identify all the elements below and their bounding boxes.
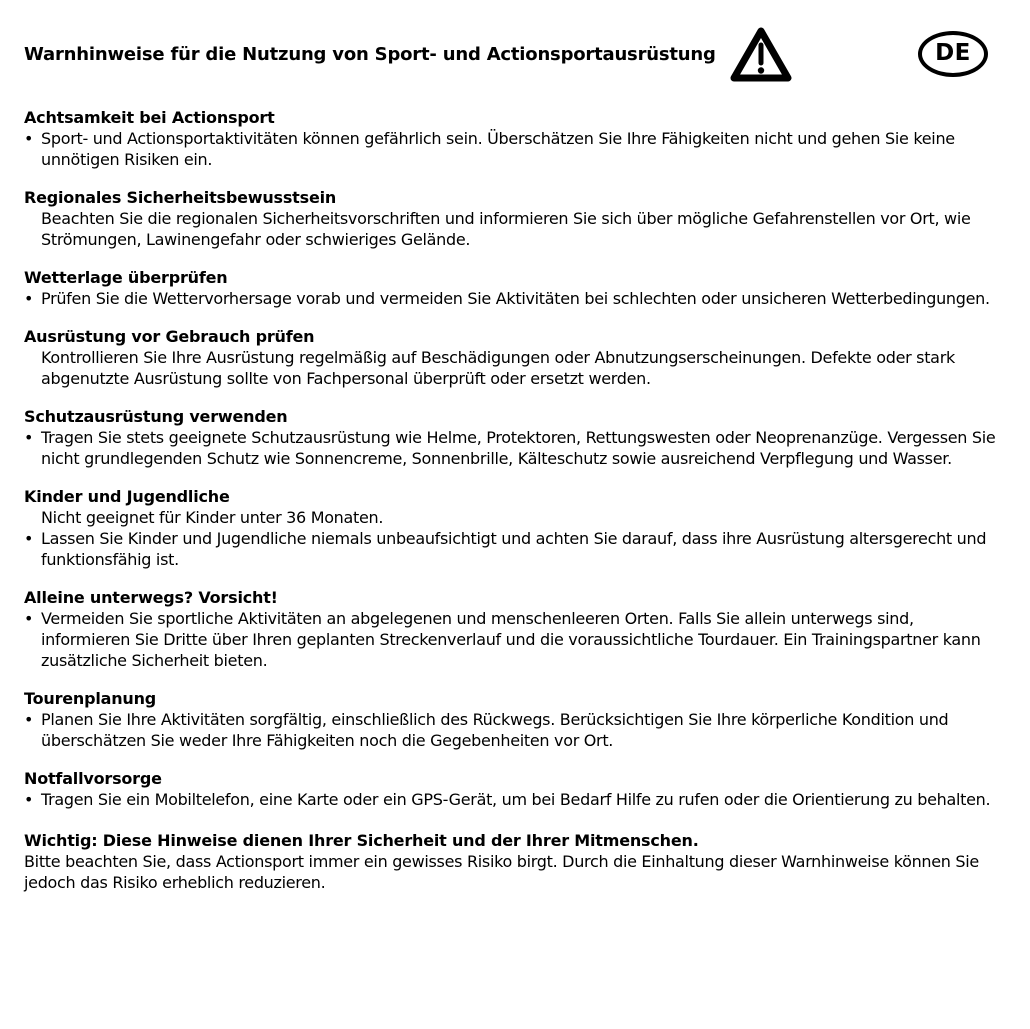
section-item [24,709,1006,751]
warning-section [24,406,1006,469]
section-item [24,288,1006,309]
section-heading: Notfallvorsorge [24,769,162,788]
section-item [24,128,1006,170]
warning-section [24,267,1006,309]
bullet-marker: • [24,129,34,148]
section-heading: Achtsamkeit bei Actionsport [24,108,275,127]
section-heading: Wetterlage überprüfen [24,268,228,287]
section-item [24,507,1006,528]
section-item [24,789,1006,810]
warning-section [24,326,1006,389]
item-text: Tragen Sie ein Mobiltelefon, eine Karte oder ein GPS-Gerät, um bei Bedarf Hilfe zu rufen oder die Orientierung zu behalten. [41,790,991,809]
section-heading: Regionales Sicherheitsbewusstsein [24,188,337,207]
section-item [24,347,1006,389]
document-header [24,24,1006,84]
language-badge [918,31,988,77]
bullet-marker: • [24,289,34,308]
sections-container [24,107,1006,810]
item-text: Nicht geeignet für Kinder unter 36 Monaten. [41,508,384,527]
warning-section [24,688,1006,751]
footer-heading: Wichtig: Diese Hinweise dienen Ihrer Sicherheit und der Ihrer Mitmenschen. [24,831,699,850]
item-text: Lassen Sie Kinder und Jugendliche niemals unbeaufsichtigt und achten Sie darauf, dass ihre Ausrüstung altersgerecht und funktionsfähig ist. [41,529,987,569]
item-text: Vermeiden Sie sportliche Aktivitäten an abgelegenen und menschenleeren Orten. Falls Sie allein unterwegs sind, informieren Sie Dritte über Ihren geplanten Streckenverlauf und die voraussichtliche Tourdauer. Ein Trainingspartner kann zusätzliche Sicherheit bieten. [41,609,981,670]
item-text: Sport- und Actionsportaktivitäten können gefährlich sein. Überschätzen Sie Ihre Fähigkeiten nicht und gehen Sie keine unnötigen Risiken ein. [41,129,955,169]
section-item [24,427,1006,469]
bullet-marker: • [24,790,34,809]
warning-section [24,768,1006,810]
bullet-marker: • [24,710,34,729]
warning-section [24,486,1006,570]
bullet-marker: • [24,609,34,628]
bullet-marker: • [24,529,34,548]
item-text: Kontrollieren Sie Ihre Ausrüstung regelmäßig auf Beschädigungen oder Abnutzungserscheinungen. Defekte oder stark abgenutzte Ausrüstung sollte von Fachpersonal überprüft oder ersetzt werden. [41,348,955,388]
item-text: Prüfen Sie die Wettervorhersage vorab und vermeiden Sie Aktivitäten bei schlechten oder unsicheren Wetterbedingungen. [41,289,990,308]
language-badge-label: DE [935,39,971,66]
item-text: Beachten Sie die regionalen Sicherheitsvorschriften und informieren Sie sich über mögliche Gefahrenstellen vor Ort, wie Strömungen, Lawinengefahr oder schwieriges Gelände. [41,209,971,249]
section-item [24,608,1006,671]
section-heading: Alleine unterwegs? Vorsicht! [24,588,278,607]
warning-section [24,587,1006,671]
bullet-marker: • [24,428,34,447]
warning-triangle-icon [730,26,792,84]
section-item [24,528,1006,570]
section-heading: Tourenplanung [24,689,157,708]
item-text: Tragen Sie stets geeignete Schutzausrüstung wie Helme, Protektoren, Rettungswesten oder Neoprenanzüge. Vergessen Sie nicht grundlegenden Schutz wie Sonnencreme, Sonnenbrille, Kälteschutz sowie ausreichend Verpflegung und Wasser. [41,428,996,468]
section-heading: Schutzausrüstung verwenden [24,407,288,426]
item-text: Planen Sie Ihre Aktivitäten sorgfältig, einschließlich des Rückwegs. Berücksichtigen Sie Ihre körperliche Kondition und überschätzen Sie weder Ihre Fähigkeiten noch die Gegebenheiten vor Ort. [41,710,949,750]
warning-section [24,107,1006,170]
section-item [24,208,1006,250]
warning-section [24,187,1006,250]
section-heading: Kinder und Jugendliche [24,487,230,506]
document-footer [24,830,1006,893]
page-title: Warnhinweise für die Nutzung von Sport- und Actionsportausrüstung [24,43,716,65]
footer-text: Bitte beachten Sie, dass Actionsport immer ein gewisses Risiko birgt. Durch die Einhaltung dieser Warnhinweise können Sie jedoch das Risiko erheblich reduzieren. [24,852,979,892]
section-heading: Ausrüstung vor Gebrauch prüfen [24,327,315,346]
